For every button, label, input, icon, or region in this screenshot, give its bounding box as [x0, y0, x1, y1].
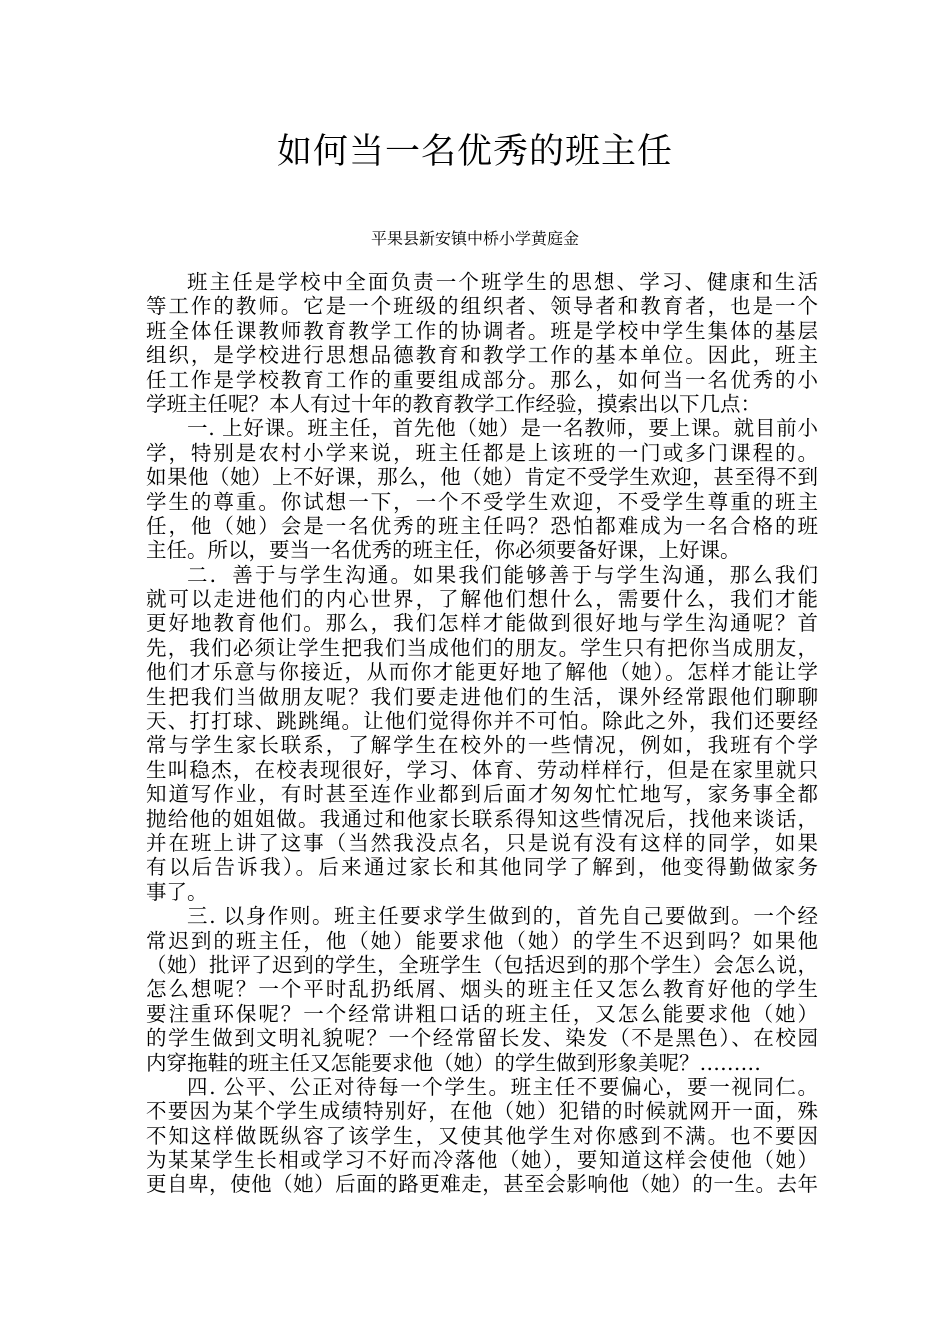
text-line: 有以后告诉我）。后来通过家长和其他同学了解到，他变得勤做家务 — [146, 855, 818, 880]
text-line: 任工作是学校教育工作的重要组成部分。那么，如何当一名优秀的小 — [146, 367, 818, 392]
text-line: 学，特别是农村小学来说，班主任都是上该班的一门或多门课程的。 — [146, 440, 818, 465]
text-line: 知道写作业，有时甚至连作业都到后面才匆匆忙忙地写，家务事全都 — [146, 782, 818, 807]
text-line: 生叫稳杰，在校表现很好，学习、体育、劳动样样行，但是在家里就只 — [146, 757, 818, 782]
text-line: 并在班上讲了这事（当然我没点名，只是说有没有这样的同学，如果 — [146, 830, 818, 855]
text-line: 学班主任呢？本人有过十年的教育教学工作经验，摸索出以下几点： — [146, 391, 761, 416]
text-line: 怎么想呢？一个平时乱扔纸屑、烟头的班主任又怎么教育好他的学生 — [146, 977, 818, 1002]
text-line: 一. 上好课。班主任，首先他（她）是一名教师，要上课。就目前小 — [187, 416, 818, 441]
text-line: 为某某学生长相或学习不好而冷落他（她），要知道这样会使他（她） — [146, 1148, 818, 1173]
text-line: 组织，是学校进行思想品德教育和教学工作的基本单位。因此，班主 — [146, 343, 818, 368]
text-line: 如果他（她）上不好课，那么，他（她）肯定不受学生欢迎，甚至得不到 — [146, 465, 818, 490]
text-line: 他们才乐意与你接近，从而你才能更好地了解他（她）。怎样才能让学 — [146, 660, 818, 685]
text-line: 不要因为某个学生成绩特别好，在他（她）犯错的时候就网开一面，殊 — [146, 1099, 818, 1124]
text-line: 班全体任课教师教育教学工作的协调者。班是学校中学生集体的基层 — [146, 318, 818, 343]
text-line: 任，他（她）会是一名优秀的班主任吗？恐怕都难成为一名合格的班 — [146, 513, 818, 538]
text-line: （她）批评了迟到的学生，全班学生（包括迟到的那个学生）会怎么说， — [146, 952, 818, 977]
text-line: 抛给他的姐姐做。我通过和他家长联系得知这些情况后，找他来谈话， — [146, 806, 818, 831]
text-line: 天、打打球、跳跳绳。让他们觉得你并不可怕。除此之外，我们还要经 — [146, 709, 818, 734]
text-line: 三. 以身作则。班主任要求学生做到的，首先自己要做到。一个经 — [187, 904, 818, 929]
author-byline: 平果县新安镇中桥小学黄庭金 — [370, 229, 579, 248]
text-line: 内穿拖鞋的班主任又怎能要求他（她）的学生做到形象美呢？……… — [146, 1050, 761, 1075]
document-body — [146, 270, 818, 1197]
text-line: 更自卑，使他（她）后面的路更难走，甚至会影响他（她）的一生。去年 — [146, 1172, 818, 1197]
document-title: 如何当一名优秀的班主任 — [276, 132, 673, 172]
text-line: 常与学生家长联系，了解学生在校外的一些情况，例如，我班有个学 — [146, 733, 818, 758]
text-line: 不知这样做既纵容了该学生，又使其他学生对你感到不满。也不要因 — [146, 1123, 818, 1148]
text-line: 事了。 — [146, 879, 208, 904]
text-line: 更好地教育他们。那么，我们怎样才能做到很好地与学生沟通呢？首 — [146, 611, 818, 636]
text-line: 常迟到的班主任，他（她）能要求他（她）的学生不迟到吗？如果他 — [146, 928, 818, 953]
text-line: 先，我们必须让学生把我们当成他们的朋友。学生只有把你当成朋友， — [146, 635, 818, 660]
text-line: 等工作的教师。它是一个班级的组织者、领导者和教育者，也是一个 — [146, 294, 818, 319]
text-line: 班主任是学校中全面负责一个班学生的思想、学习、健康和生活 — [187, 270, 818, 294]
text-line: 学生的尊重。你试想一下，一个不受学生欢迎，不受学生尊重的班主 — [146, 489, 818, 514]
text-line: 主任。所以，要当一名优秀的班主任，你必须要备好课，上好课。 — [146, 538, 741, 563]
text-line: 要注重环保呢？一个经常讲粗口话的班主任，又怎么能要求他（她） — [146, 1001, 818, 1026]
text-line: 四. 公平、公正对待每一个学生。班主任不要偏心，要一视同仁。 — [187, 1074, 818, 1099]
text-line: 生把我们当做朋友呢？我们要走进他们的生活，课外经常跟他们聊聊 — [146, 684, 818, 709]
text-line: 就可以走进他们的内心世界，了解他们想什么，需要什么，我们才能 — [146, 587, 818, 612]
text-line: 二．善于与学生沟通。如果我们能够善于与学生沟通，那么我们 — [187, 562, 818, 587]
text-line: 的学生做到文明礼貌呢？一个经常留长发、染发（不是黑色）、在校园 — [146, 1026, 818, 1051]
